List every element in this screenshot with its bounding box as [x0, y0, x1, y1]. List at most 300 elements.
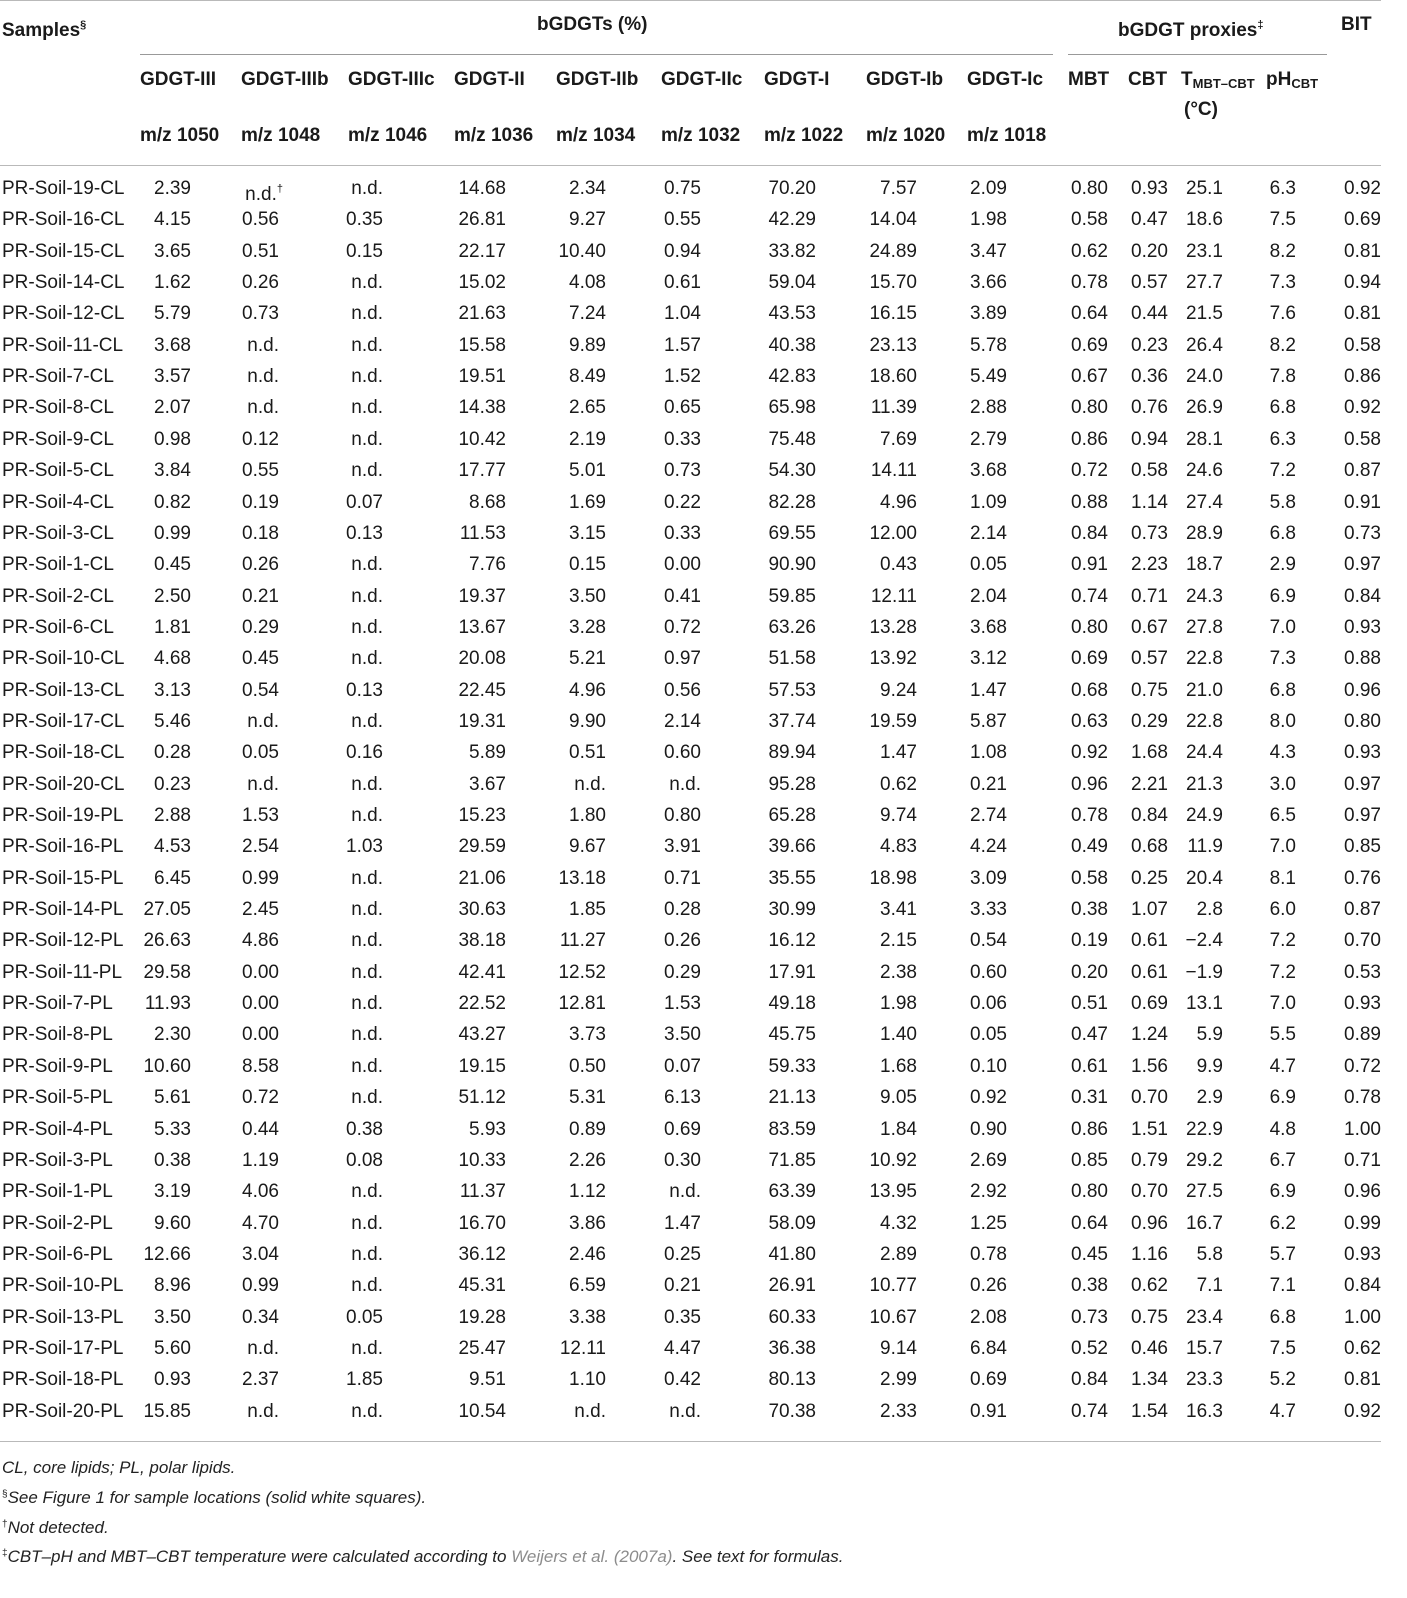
value-cell: 0.93	[1131, 178, 1168, 199]
value-cell: 83.59	[768, 1118, 816, 1140]
compound-header: GDGT-IIIb	[241, 69, 329, 90]
value-cell: 7.57	[880, 178, 917, 199]
value-cell: 0.67	[1071, 366, 1108, 388]
table-row	[0, 550, 1407, 581]
value-cell: 0.93	[154, 1369, 191, 1391]
value-cell: 0.72	[664, 616, 701, 638]
value-cell: 10.54	[458, 1400, 506, 1422]
value-cell: 2.37	[242, 1369, 279, 1391]
value-cell: 59.85	[768, 585, 816, 607]
value-cell: 0.62	[1344, 1337, 1381, 1359]
value-cell: 2.46	[569, 1243, 606, 1265]
value-cell: 0.80	[1071, 178, 1108, 199]
value-cell: 42.29	[768, 209, 816, 231]
value-cell: n.d.	[351, 334, 383, 356]
sample-name-cell: PR-Soil-15-CL	[2, 240, 125, 262]
sample-name-cell: PR-Soil-14-CL	[2, 272, 125, 294]
value-cell: 5.61	[154, 1087, 191, 1109]
value-cell: 15.23	[458, 805, 506, 826]
value-cell: 3.67	[469, 773, 506, 795]
value-cell: 22.8	[1186, 710, 1223, 732]
value-cell: 1.09	[970, 491, 1007, 513]
value-cell: 24.6	[1186, 460, 1223, 482]
value-cell: 0.36	[1131, 366, 1168, 388]
value-cell: 13.1	[1186, 993, 1223, 1015]
header-bottom-rule	[0, 165, 1381, 166]
value-cell: 43.53	[768, 303, 816, 325]
value-cell: 6.45	[154, 867, 191, 889]
value-cell: 2.50	[154, 585, 191, 607]
value-cell: 15.7	[1186, 1337, 1223, 1359]
sample-name-cell: PR-Soil-19-CL	[2, 178, 125, 199]
value-cell: 89.94	[768, 742, 816, 764]
value-cell: 3.50	[569, 585, 606, 607]
value-cell: 0.72	[242, 1087, 279, 1109]
value-cell: 36.12	[458, 1243, 506, 1265]
value-cell: 7.3	[1269, 648, 1296, 670]
value-cell: 0.85	[1344, 836, 1381, 858]
value-cell: 0.13	[346, 679, 383, 701]
value-cell: 51.12	[458, 1087, 506, 1109]
value-cell: 95.28	[768, 773, 816, 795]
value-cell: 0.81	[1344, 1369, 1381, 1391]
value-cell: 80.13	[768, 1369, 816, 1391]
value-cell: 0.61	[1131, 930, 1168, 952]
value-cell: 0.92	[1344, 178, 1381, 199]
table-row	[0, 895, 1407, 926]
table-row	[0, 393, 1407, 424]
value-cell: 6.8	[1269, 522, 1296, 544]
table-row	[0, 1271, 1407, 1302]
value-cell: 0.93	[1344, 742, 1381, 764]
value-cell: 24.3	[1186, 585, 1223, 607]
value-cell: 0.00	[242, 1024, 279, 1046]
value-cell: 0.28	[664, 899, 701, 921]
value-cell: 25.1	[1186, 178, 1223, 199]
value-cell: 14.04	[869, 209, 917, 231]
cbt-header: CBT	[1128, 69, 1168, 90]
value-cell: 8.2	[1269, 240, 1296, 262]
value-cell: 22.9	[1186, 1118, 1223, 1140]
mass-header: m/z 1018	[967, 125, 1047, 146]
table-row	[0, 362, 1407, 393]
value-cell: n.d.	[351, 710, 383, 732]
value-cell: 0.51	[242, 240, 279, 262]
value-cell: 0.81	[1344, 303, 1381, 325]
value-cell: 1.68	[1131, 742, 1168, 764]
value-cell: 5.33	[154, 1118, 191, 1140]
value-cell: 0.89	[569, 1118, 606, 1140]
value-cell: 8.0	[1269, 710, 1296, 732]
value-cell: 21.13	[768, 1087, 816, 1109]
value-cell: 0.31	[1071, 1087, 1108, 1109]
value-cell: 1.24	[1131, 1024, 1168, 1046]
value-cell: 30.99	[768, 899, 816, 921]
table-row	[0, 582, 1407, 613]
value-cell: 2.88	[154, 805, 191, 826]
value-cell: 27.7	[1186, 272, 1223, 294]
value-cell: 0.72	[1071, 460, 1108, 482]
value-cell: −2.4	[1185, 930, 1223, 952]
value-cell: 0.99	[242, 1275, 279, 1297]
table-row	[0, 926, 1407, 957]
table-row	[0, 864, 1407, 895]
sample-name-cell: PR-Soil-10-CL	[2, 648, 125, 670]
value-cell: 1.98	[970, 209, 1007, 231]
value-cell: 1.54	[1131, 1400, 1168, 1422]
value-cell: 0.58	[1344, 334, 1381, 356]
value-cell: 11.53	[459, 522, 506, 544]
reference-link[interactable]: Weijers et al. (2007a)	[511, 1547, 673, 1566]
value-cell: 0.51	[1071, 993, 1108, 1015]
value-cell: 17.91	[768, 961, 816, 983]
value-cell: n.d.	[351, 899, 383, 921]
value-cell: 14.68	[458, 178, 506, 199]
value-cell: 4.53	[154, 836, 191, 858]
sample-name-cell: PR-Soil-12-PL	[2, 930, 124, 952]
value-cell: 5.2	[1269, 1369, 1296, 1391]
value-cell: 19.31	[458, 710, 506, 732]
value-cell: 8.68	[469, 491, 506, 513]
value-cell: n.d.	[247, 397, 279, 419]
value-cell: n.d.	[351, 303, 383, 325]
value-cell: 24.89	[869, 240, 917, 262]
value-cell: n.d.	[247, 773, 279, 795]
table-row	[0, 644, 1407, 675]
value-cell: 13.92	[869, 648, 917, 670]
value-cell: 21.5	[1186, 303, 1223, 325]
value-cell: 6.3	[1269, 428, 1296, 450]
value-cell: 2.30	[154, 1024, 191, 1046]
mass-header: m/z 1022	[764, 125, 844, 146]
value-cell: 0.70	[1131, 1087, 1168, 1109]
value-cell: n.d.	[351, 805, 383, 826]
sample-name-cell: PR-Soil-9-PL	[2, 1055, 113, 1077]
value-cell: 0.45	[1071, 1243, 1108, 1265]
value-cell: 6.0	[1269, 899, 1296, 921]
value-cell: 42.41	[458, 961, 506, 983]
value-cell: 0.74	[1071, 1400, 1108, 1422]
value-cell: 0.84	[1071, 522, 1108, 544]
value-cell: 2.23	[1131, 554, 1168, 576]
value-cell: n.d.	[247, 334, 279, 356]
value-cell: 0.47	[1131, 209, 1168, 231]
sample-name-cell: PR-Soil-15-PL	[2, 867, 124, 889]
value-cell: 6.13	[664, 1087, 701, 1109]
value-cell: 0.25	[664, 1243, 701, 1265]
value-cell: 49.18	[768, 993, 816, 1015]
value-cell: n.d.	[247, 366, 279, 388]
value-cell: 3.86	[569, 1212, 606, 1234]
sample-name-cell: PR-Soil-3-CL	[2, 522, 114, 544]
value-cell: 0.19	[1071, 930, 1108, 952]
table-row	[0, 832, 1407, 863]
value-cell: 0.84	[1071, 1369, 1108, 1391]
value-cell: 0.54	[242, 679, 279, 701]
value-cell: 0.78	[1071, 272, 1108, 294]
value-cell: 29.2	[1186, 1149, 1223, 1171]
footnote-calculation: ‡CBT–pH and MBT–CBT temperature were calculated according to Weijers et al. (2007a). See text for formulas.	[2, 1547, 844, 1566]
value-cell: 6.9	[1269, 1087, 1296, 1109]
value-cell: 26.9	[1186, 397, 1223, 419]
value-cell: 10.33	[458, 1149, 506, 1171]
table-row	[0, 676, 1407, 707]
value-cell: 0.38	[1071, 1275, 1108, 1297]
value-cell: 5.7	[1269, 1243, 1296, 1265]
value-cell: 28.1	[1186, 428, 1223, 450]
value-cell: 69.55	[768, 522, 816, 544]
value-cell: 3.09	[970, 867, 1007, 889]
value-cell: 0.69	[1131, 993, 1168, 1015]
value-cell: 0.80	[1071, 1181, 1108, 1203]
value-cell: 0.89	[1344, 1024, 1381, 1046]
value-cell: 3.19	[154, 1181, 191, 1203]
value-cell: 3.0	[1269, 773, 1296, 795]
value-cell: 3.38	[569, 1306, 606, 1328]
value-cell: 3.68	[970, 616, 1007, 638]
value-cell: 3.12	[970, 648, 1007, 670]
value-cell: 11.27	[559, 930, 606, 952]
mass-header: m/z 1046	[348, 125, 428, 146]
value-cell: 1.84	[880, 1118, 917, 1140]
value-cell: 0.26	[970, 1275, 1007, 1297]
value-cell: n.d.	[351, 773, 383, 795]
value-cell: 6.2	[1269, 1212, 1296, 1234]
compound-header: GDGT-Ic	[967, 69, 1044, 90]
value-cell: 5.87	[970, 710, 1007, 732]
table-row	[0, 205, 1407, 236]
mass-header: m/z 1020	[866, 125, 946, 146]
value-cell: 0.78	[1344, 1087, 1381, 1109]
value-cell: 1.52	[664, 366, 701, 388]
table-row	[0, 1146, 1407, 1177]
value-cell: n.d.	[351, 1212, 383, 1234]
value-cell: 2.69	[970, 1149, 1007, 1171]
value-cell: 0.50	[569, 1055, 606, 1077]
value-cell: 45.31	[458, 1275, 506, 1297]
sample-name-cell: PR-Soil-16-CL	[2, 209, 125, 231]
value-cell: 1.81	[154, 616, 191, 638]
value-cell: 21.0	[1186, 679, 1223, 701]
value-cell: 19.59	[869, 710, 917, 732]
table-row	[0, 174, 1407, 205]
value-cell: 0.69	[1344, 209, 1381, 231]
value-cell: 10.67	[869, 1306, 917, 1328]
value-cell: 2.9	[1269, 554, 1296, 576]
table-row	[0, 738, 1407, 769]
value-cell: 4.7	[1269, 1055, 1296, 1077]
value-cell: 0.35	[664, 1306, 701, 1328]
value-cell: 2.65	[569, 397, 606, 419]
value-cell: 10.40	[558, 240, 606, 262]
value-cell: 0.75	[1131, 1306, 1168, 1328]
value-cell: n.d.	[351, 1087, 383, 1109]
value-cell: 0.26	[242, 554, 279, 576]
value-cell: n.d.	[351, 460, 383, 482]
value-cell: 5.9	[1196, 1024, 1223, 1046]
sample-name-cell: PR-Soil-8-CL	[2, 397, 114, 419]
value-cell: 0.76	[1131, 397, 1168, 419]
samples-header: Samples§	[2, 19, 87, 41]
value-cell: 24.0	[1186, 366, 1223, 388]
sample-name-cell: PR-Soil-9-CL	[2, 428, 114, 450]
value-cell: 2.9	[1196, 1087, 1223, 1109]
value-cell: 0.15	[569, 554, 606, 576]
sample-name-cell: PR-Soil-18-CL	[2, 742, 125, 764]
value-cell: 6.5	[1269, 805, 1296, 826]
value-cell: 0.62	[880, 773, 917, 795]
value-cell: 8.1	[1269, 867, 1296, 889]
value-cell: 25.47	[458, 1337, 506, 1359]
value-cell: 9.51	[469, 1369, 506, 1391]
sample-name-cell: PR-Soil-11-CL	[2, 334, 124, 356]
sample-name-cell: PR-Soil-13-PL	[2, 1306, 124, 1328]
table-row	[0, 331, 1407, 362]
table-row	[0, 1397, 1407, 1428]
value-cell: 0.20	[1071, 961, 1108, 983]
value-cell: 8.96	[154, 1275, 191, 1297]
mass-header: m/z 1034	[556, 125, 636, 146]
value-cell: n.d.	[351, 1243, 383, 1265]
bit-header: BIT	[1341, 14, 1372, 35]
value-cell: 19.15	[458, 1055, 506, 1077]
value-cell: 0.07	[664, 1055, 701, 1077]
value-cell: 26.91	[768, 1275, 816, 1297]
table-row	[0, 1334, 1407, 1365]
value-cell: 6.8	[1269, 679, 1296, 701]
value-cell: 0.97	[1344, 554, 1381, 576]
value-cell: 20.4	[1186, 867, 1223, 889]
value-cell: 8.58	[242, 1055, 279, 1077]
value-cell: 29.59	[458, 836, 506, 858]
compound-header: GDGT-I	[764, 69, 830, 90]
value-cell: 1.03	[346, 836, 383, 858]
value-cell: 82.28	[768, 491, 816, 513]
table-bottom-rule	[0, 1441, 1381, 1442]
value-cell: 0.64	[1071, 303, 1108, 325]
value-cell: 1.85	[346, 1369, 383, 1391]
value-cell: 1.53	[664, 993, 701, 1015]
value-cell: 26.81	[458, 209, 506, 231]
value-cell: 39.66	[768, 836, 816, 858]
value-cell: n.d.	[247, 1337, 279, 1359]
value-cell: 12.11	[559, 1337, 606, 1359]
value-cell: 27.05	[143, 899, 191, 921]
value-cell: 5.49	[970, 366, 1007, 388]
value-cell: 4.70	[242, 1212, 279, 1234]
mass-header: m/z 1036	[454, 125, 534, 146]
value-cell: 0.43	[880, 554, 917, 576]
value-cell: 23.4	[1186, 1306, 1223, 1328]
table-row	[0, 1209, 1407, 1240]
sample-name-cell: PR-Soil-20-PL	[2, 1400, 124, 1422]
value-cell: 9.67	[569, 836, 606, 858]
value-cell: 7.24	[569, 303, 606, 325]
value-cell: 1.12	[569, 1181, 606, 1203]
sample-name-cell: PR-Soil-10-PL	[2, 1275, 124, 1297]
sample-name-cell: PR-Soil-11-PL	[2, 961, 123, 983]
value-cell: n.d.	[574, 773, 606, 795]
value-cell: 9.05	[880, 1087, 917, 1109]
value-cell: n.d.	[669, 773, 701, 795]
value-cell: 0.65	[664, 397, 701, 419]
compound-header: GDGT-IIb	[556, 69, 639, 90]
value-cell: 7.8	[1269, 366, 1296, 388]
value-cell: 7.5	[1269, 1337, 1296, 1359]
value-cell: 4.83	[880, 836, 917, 858]
value-cell: 6.9	[1269, 1181, 1296, 1203]
value-cell: 19.28	[458, 1306, 506, 1328]
value-cell: 0.25	[1131, 867, 1168, 889]
value-cell: 70.38	[768, 1400, 816, 1422]
sample-name-cell: PR-Soil-7-PL	[2, 993, 113, 1015]
value-cell: 5.78	[970, 334, 1007, 356]
value-cell: n.d.	[351, 1024, 383, 1046]
value-cell: 1.00	[1344, 1118, 1381, 1140]
value-cell: 0.00	[242, 961, 279, 983]
value-cell: 0.82	[154, 491, 191, 513]
value-cell: 4.3	[1269, 742, 1296, 764]
value-cell: 18.60	[869, 366, 917, 388]
value-cell: 0.97	[1344, 805, 1381, 826]
value-cell: 0.78	[970, 1243, 1007, 1265]
value-cell: 3.84	[154, 460, 191, 482]
value-cell: 22.8	[1186, 648, 1223, 670]
value-cell: n.d.	[669, 1181, 701, 1203]
value-cell: 3.57	[154, 366, 191, 388]
value-cell: 0.08	[346, 1149, 383, 1171]
value-cell: 3.66	[970, 272, 1007, 294]
sample-name-cell: PR-Soil-8-PL	[2, 1024, 113, 1046]
value-cell: 9.9	[1196, 1055, 1223, 1077]
value-cell: 63.26	[768, 616, 816, 638]
value-cell: 2.89	[880, 1243, 917, 1265]
value-cell: n.d.	[351, 930, 383, 952]
value-cell: 15.02	[458, 272, 506, 294]
value-cell: 9.24	[880, 679, 917, 701]
value-cell: 23.13	[869, 334, 917, 356]
value-cell: 0.29	[1131, 710, 1168, 732]
value-cell: 42.83	[768, 366, 816, 388]
sample-name-cell: PR-Soil-16-PL	[2, 836, 124, 858]
value-cell: 0.30	[664, 1149, 701, 1171]
value-cell: 2.79	[970, 428, 1007, 450]
value-cell: 8.2	[1269, 334, 1296, 356]
value-cell: 54.30	[768, 460, 816, 482]
value-cell: 0.84	[1131, 805, 1168, 826]
sample-name-cell: PR-Soil-17-PL	[2, 1337, 124, 1359]
value-cell: 3.68	[970, 460, 1007, 482]
value-cell: 2.19	[569, 428, 606, 450]
value-cell: 0.73	[242, 303, 279, 325]
value-cell: n.d.	[351, 428, 383, 450]
value-cell: 1.00	[1344, 1306, 1381, 1328]
bgdgts-group-rule	[140, 54, 1053, 55]
value-cell: 0.96	[1071, 773, 1108, 795]
value-cell: 11.37	[459, 1181, 506, 1203]
value-cell: 22.45	[458, 679, 506, 701]
value-cell: 1.16	[1131, 1243, 1168, 1265]
value-cell: 0.13	[346, 522, 383, 544]
value-cell: 0.49	[1071, 836, 1108, 858]
table-row	[0, 801, 1407, 832]
value-cell: n.d.	[669, 1400, 701, 1422]
value-cell: 45.75	[768, 1024, 816, 1046]
footnote-not-detected: †Not detected.	[2, 1518, 109, 1537]
value-cell: 3.65	[154, 240, 191, 262]
value-cell: 5.31	[569, 1087, 606, 1109]
value-cell: 9.60	[154, 1212, 191, 1234]
